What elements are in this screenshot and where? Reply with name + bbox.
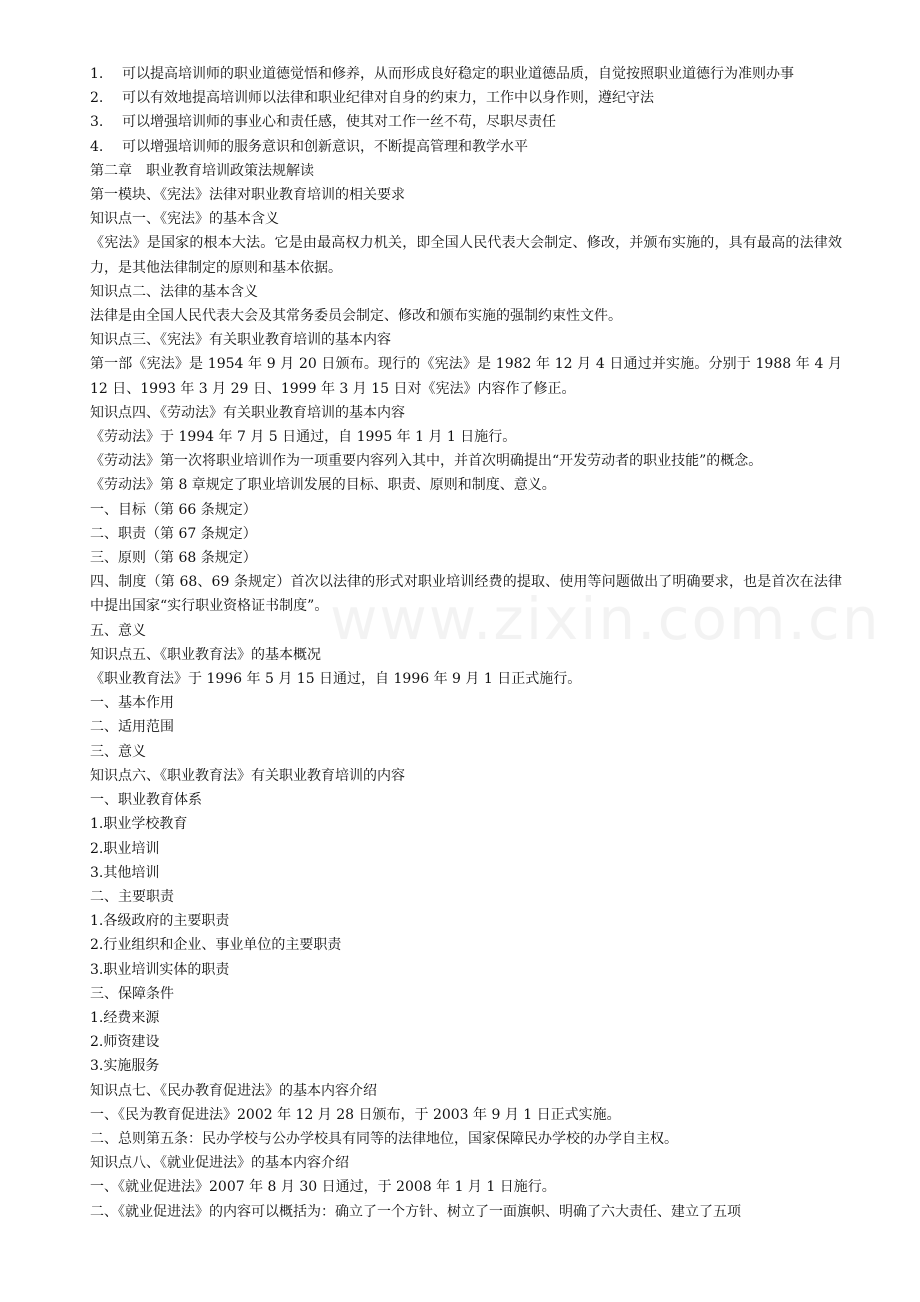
text-line [90,764,842,788]
text-line [90,1200,842,1224]
line-text: 知识点六、《职业教育法》有关职业教育培训的内容 [90,767,405,784]
line-text: 《职业教育法》于 1996 年 5 月 15 日通过，自 1996 年 9 月 1 日正式施行。 [90,671,582,688]
item-number: 4. [90,138,104,155]
line-text: 可以增强培训师的服务意识和创新意识，不断提高管理和教学水平 [122,138,528,155]
text-line [90,1079,842,1103]
line-text: 五、意义 [90,622,146,639]
line-text: 第一部《宪法》是 1954 年 9 月 20 日颁布。现行的《宪法》是 1982 年 12 月 4 日通过并实施。分别于 1988 年 4 月 12 日、1993 年 3 月 29 日、1999 年 3 月 15 日对《宪法》内容作了修正。 [90,356,842,397]
line-text: 第二章 职业教育培训政策法规解读 [90,162,314,179]
line-text: 二、适用范围 [90,719,174,736]
text-line [90,280,842,304]
line-text: 3.其他培训 [90,864,160,881]
line-text: 1.职业学校教育 [90,816,188,833]
line-text: 《宪法》是国家的根本大法。它是由最高权力机关，即全国人民代表大会制定、修改，并颁布实施的，具有最高的法律效力，是其他法律制定的原则和基本依据。 [90,235,842,276]
numbered-item [90,86,842,110]
line-text: 三、保障条件 [90,985,174,1002]
line-text: 知识点八、《就业促进法》的基本内容介绍 [90,1155,349,1172]
line-text: 可以增强培训师的事业心和责任感，使其对工作一丝不苟，尽职尽责任 [122,114,556,131]
text-line [90,812,842,836]
text-line [90,740,842,764]
text-line [90,715,842,739]
line-text: 三、原则（第 68 条规定） [90,550,257,567]
text-line [90,401,842,425]
text-line [90,1175,842,1199]
item-number: 1. [90,66,104,82]
line-text: 三、意义 [90,743,146,760]
line-text: 二、主要职责 [90,888,174,905]
text-line [90,522,842,546]
text-line [90,933,842,957]
line-text: 二、总则第五条：民办学校与公办学校具有同等的法律地位，国家保障民办学校的办学自主权。 [90,1130,678,1147]
line-text: 二、职责（第 67 条规定） [90,525,257,542]
item-number: 2. [90,90,104,107]
text-line [90,207,842,231]
text-line [90,667,842,691]
line-text: 四、制度（第 68、69 条规定）首次以法律的形式对职业培训经费的提取、使用等问题做出了明确要求，也是首次在法律中提出国家“实行职业资格证书制度”。 [90,574,842,615]
line-text: 知识点五、《职业教育法》的基本概况 [90,646,321,663]
text-line [90,861,842,885]
line-text: 《劳动法》第一次将职业培训作为一项重要内容列入其中，并首次明确提出“开发劳动者的职业技能”的概念。 [90,453,763,470]
text-line [90,958,842,982]
numbered-item [90,135,842,159]
line-text: 一、职业教育体系 [90,792,202,809]
line-text: 1.经费来源 [90,1009,160,1026]
line-text: 3.职业培训实体的职责 [90,961,230,978]
text-line [90,352,842,400]
text-line [90,909,842,933]
line-text: 知识点一、《宪法》的基本含义 [90,211,279,228]
text-line [90,691,842,715]
text-line [90,304,842,328]
line-text: 可以提高培训师的职业道德觉悟和修养，从而形成良好稳定的职业道德品质，自觉按照职业道德行为准则办事 [122,66,794,82]
text-line [90,643,842,667]
line-text: 《劳动法》第 8 章规定了职业培训发展的目标、职责、原则和制度、意义。 [90,477,556,494]
document-page [90,62,842,1224]
text-line [90,1151,842,1175]
text-line [90,231,842,279]
line-text: 一、《民为教育促进法》2002 年 12 月 28 日颁布，于 2003 年 9 月 1 日正式实施。 [90,1106,621,1123]
line-text: 1.各级政府的主要职责 [90,913,230,930]
line-text: 一、目标（第 66 条规定） [90,501,257,518]
text-line [90,473,842,497]
text-line [90,328,842,352]
text-line [90,788,842,812]
text-line [90,619,842,643]
numbered-item [90,62,842,86]
text-line [90,570,842,618]
text-line [90,837,842,861]
text-line [90,1054,842,1078]
text-line [90,449,842,473]
line-text: 知识点四、《劳动法》有关职业教育培训的基本内容 [90,404,405,421]
line-text: 二、《就业促进法》的内容可以概括为：确立了一个方针、树立了一面旗帜、明确了六大责任、建立了五项 [90,1203,741,1220]
text-line [90,885,842,909]
line-text: 一、《就业促进法》2007 年 8 月 30 日通过，于 2008 年 1 月 1 日施行。 [90,1179,556,1196]
line-text: 《劳动法》于 1994 年 7 月 5 日通过，自 1995 年 1 月 1 日施行。 [90,429,517,446]
text-line [90,425,842,449]
text-line [90,1127,842,1151]
line-text: 法律是由全国人民代表大会及其常务委员会制定、修改和颁布实施的强制约束性文件。 [90,308,622,325]
line-text: 一、基本作用 [90,695,174,712]
text-line [90,183,842,207]
line-text: 可以有效地提高培训师以法律和职业纪律对自身的约束力，工作中以身作则，遵纪守法 [122,90,654,107]
text-line [90,982,842,1006]
text-line [90,1103,842,1127]
text-line [90,1030,842,1054]
line-text: 2.师资建设 [90,1034,160,1051]
numbered-item [90,110,842,134]
text-line [90,546,842,570]
text-line [90,498,842,522]
item-number: 3. [90,114,104,131]
line-text: 知识点三、《宪法》有关职业教育培训的基本内容 [90,332,391,349]
line-text: 知识点二、法律的基本含义 [90,283,258,300]
line-text: 3.实施服务 [90,1058,160,1075]
text-line [90,159,842,183]
line-text: 第一模块、《宪法》法律对职业教育培训的相关要求 [90,187,405,204]
line-text: 2.行业组织和企业、事业单位的主要职责 [90,937,342,954]
line-text: 2.职业培训 [90,840,160,857]
line-text: 知识点七、《民办教育促进法》的基本内容介绍 [90,1082,377,1099]
text-line [90,1006,842,1030]
